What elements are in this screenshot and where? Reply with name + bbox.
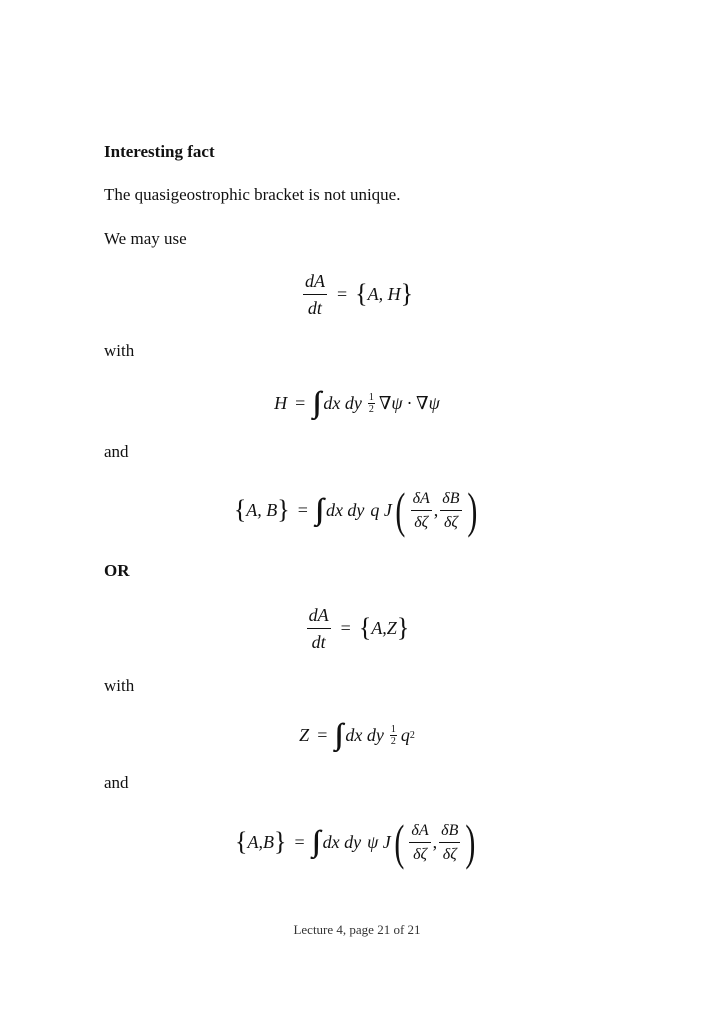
right-brace: } [396,613,410,642]
integration-measure: dx dy [323,392,362,413]
equation-bracket-psi [0,812,714,872]
we-may-use-text: We may use [104,229,187,248]
hamiltonian-symbol: H [274,392,288,413]
fraction-denominator: δζ [413,845,427,863]
fraction-numerator: δB [439,821,460,843]
page-footer: Lecture 4, page 21 of 21 [293,922,421,937]
bracket-arguments: A,Z [371,617,397,638]
equation-dA-dt-Z [0,602,714,654]
right-paren: ) [465,814,476,870]
bracket-arguments: A, B [246,499,278,520]
functional-derivative-A [411,489,432,532]
fraction-denominator: δζ [443,513,458,531]
fraction-dA-dt [307,604,331,653]
right-paren: ) [466,482,477,538]
equation-dA-dt-H [0,268,714,320]
left-paren: ( [395,482,406,538]
one-half-fraction [390,724,397,747]
half-denominator: 2 [368,403,374,415]
integrand-q: q [400,724,410,745]
fraction-denominator: dt [311,631,326,652]
with-text-1: with [104,341,135,360]
equals-sign: = [336,283,348,304]
fraction-denominator: δζ [414,513,429,531]
equals-sign: = [317,724,328,745]
fraction-numerator: δA [409,821,430,843]
section-heading: Interesting fact [104,142,215,161]
fraction-denominator: dt [307,297,322,318]
half-numerator: 1 [368,391,374,403]
equation-enstrophy [0,715,714,755]
jacobian-prefix: ψ J [367,831,391,852]
bracket-arguments: A, H [367,283,401,304]
comma: , [433,499,439,520]
fraction-numerator: δB [440,489,461,511]
right-brace: } [273,827,287,856]
equals-sign: = [340,617,351,638]
integration-measure: dx dy [345,724,384,745]
fraction-numerator: dA [303,270,327,295]
left-brace: { [358,613,372,642]
right-brace: } [277,495,290,524]
with-text-2: with [104,676,135,695]
comma: , [432,831,438,852]
and-text-1: and [104,442,129,461]
equals-sign: = [294,831,305,852]
intro-sentence: The quasigeostrophic bracket is not unique. [104,185,401,204]
or-heading: OR [104,561,130,580]
enstrophy-symbol: Z [299,724,310,745]
equation-bracket-q [0,480,714,540]
integration-measure: dx dy [322,831,362,852]
left-brace: { [233,495,247,524]
half-numerator: 1 [390,723,396,735]
equals-sign: = [297,499,308,520]
fraction-denominator: δζ [442,845,457,863]
right-brace: } [400,279,414,308]
fraction-numerator: δA [411,489,432,511]
left-brace: { [234,827,248,856]
equation-hamiltonian [0,383,714,423]
functional-derivative-B [440,489,461,532]
functional-derivative-B [439,821,460,864]
integrand-grad-psi: ∇ψ · ∇ψ [378,392,440,413]
exponent: 2 [409,729,415,741]
one-half-fraction [368,392,375,415]
fraction-numerator: dA [307,604,331,629]
bracket-arguments: A,B [247,831,274,852]
equals-sign: = [295,392,306,413]
left-paren: ( [394,814,405,870]
integration-measure: dx dy [325,499,365,520]
functional-derivative-A [409,821,430,864]
left-brace: { [355,279,368,308]
and-text-2: and [104,773,129,792]
half-denominator: 2 [390,735,396,747]
fraction-dA-dt [303,270,327,319]
jacobian-prefix: q J [370,499,392,520]
